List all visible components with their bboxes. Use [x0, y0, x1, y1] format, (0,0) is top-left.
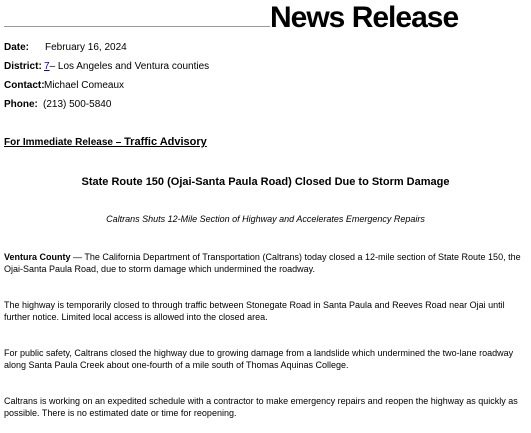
- district-row: [4, 60, 209, 73]
- date-label: Date:: [4, 42, 30, 53]
- district-link[interactable]: 7: [44, 61, 50, 72]
- paragraph-1-text: — The California Department of Transportation (Caltrans) today closed a 12-mile section of State Route 150, the Ojai-Santa Paula Road, due to storm damage which undermined the roadway.: [4, 252, 521, 274]
- contact-row: [4, 79, 124, 92]
- headline: State Route 150 (Ojai-Santa Paula Road) Closed Due to Storm Damage: [81, 176, 450, 188]
- phone-value: (213) 500-5840: [43, 99, 112, 110]
- contact-value: Michael Comeaux: [44, 80, 125, 91]
- header-rule: [4, 26, 270, 27]
- district-label: District:: [4, 61, 42, 72]
- paragraph-4: Caltrans is working on an expedited schedule with a contractor to make emergency repairs and reopen the highway as quickly as possible. There is no estimated date or time for reopening.: [4, 396, 518, 418]
- release-type: [4, 136, 207, 149]
- district-value: – Los Angeles and Ventura counties: [49, 61, 210, 72]
- date-row: [4, 41, 127, 54]
- release-type-prefix: For Immediate Release –: [4, 137, 125, 148]
- paragraph-2: The highway is temporarily closed to through traffic between Stonegate Road in Santa Paula and Reeves Road near Ojai until further notice. Limited local access is allowed into the closed area.: [4, 300, 505, 322]
- paragraph-lead: Ventura County: [4, 252, 71, 262]
- subheadline: Caltrans Shuts 12-Mile Section of Highway and Accelerates Emergency Repairs: [106, 214, 425, 224]
- date-value: February 16, 2024: [45, 42, 127, 53]
- phone-label: Phone:: [4, 99, 38, 110]
- phone-row: [4, 98, 111, 111]
- page-title: News Release: [270, 1, 459, 34]
- paragraph-3: For public safety, Caltrans closed the highway due to growing damage from a landslide which undermined the two-lane roadway along Santa Paula Creek about one-fourth of a mile south of Thomas Aquinas College.: [4, 348, 514, 370]
- paragraph-1: [4, 252, 524, 275]
- release-type-main: Traffic Advisory: [124, 136, 207, 148]
- contact-label: Contact:: [4, 80, 45, 91]
